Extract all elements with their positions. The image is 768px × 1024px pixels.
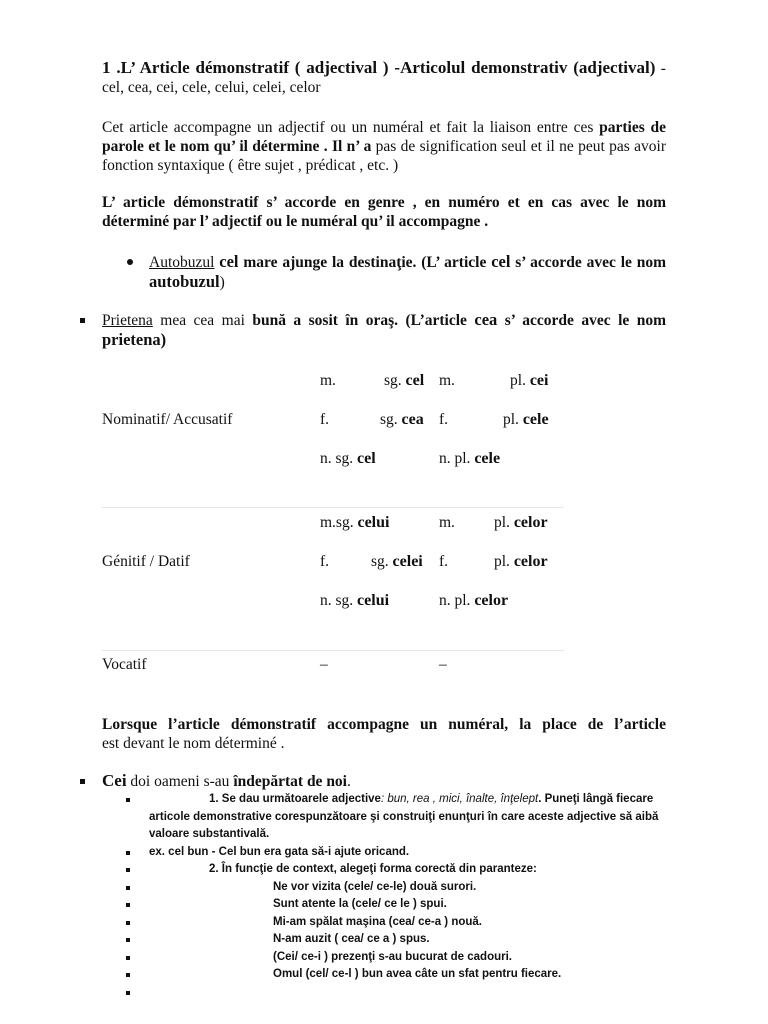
nom-r3-sg-label: n. sg. bbox=[320, 450, 354, 467]
row-label-vocatif: Vocatif bbox=[102, 656, 147, 673]
exercise-item: Omul (cel/ ce-l ) bun avea câte un sfat pentru fiecare. bbox=[273, 968, 562, 980]
gen-r2-form-pl: celor bbox=[513, 553, 548, 570]
nom-r2-gender-2: f. bbox=[439, 411, 449, 428]
paragraph-agreement bbox=[102, 193, 666, 231]
ex1-noun-2: autobuzul bbox=[149, 272, 220, 291]
example-autobuzul bbox=[149, 252, 666, 292]
nom-r1-sg-label: sg. bbox=[384, 372, 402, 389]
ex1-close: ) bbox=[219, 274, 225, 291]
paragraph-definition bbox=[102, 118, 666, 175]
heading-forms: - cel, cea, cei, cele, celui, celei, celor bbox=[102, 60, 666, 96]
nom-r2-sg bbox=[380, 410, 424, 429]
gen-r2-gender-2: f. bbox=[439, 553, 449, 570]
ex1-article: cel bbox=[219, 252, 239, 271]
voc-sg-dash: – bbox=[320, 656, 328, 673]
nom-r1-form-pl: cei bbox=[529, 372, 549, 389]
para1-bold: parties de parole et le nom qu’ il détermine . Il n’ a bbox=[102, 119, 666, 155]
bullet-dot bbox=[127, 259, 133, 265]
nom-r2-sg-label: sg. bbox=[380, 411, 398, 428]
gen-r2-sg-label: sg. bbox=[371, 553, 389, 570]
para1-text-2: pas de signification seul et il ne peut pas avoir fonction syntaxique ( être sujet , prédicat , etc. ) bbox=[102, 138, 667, 174]
nom-r1-gender: m. bbox=[320, 372, 336, 389]
nom-r3-pl-label: n. pl. bbox=[439, 450, 471, 467]
exercise-1-instruction bbox=[149, 791, 669, 844]
paragraph-numeral bbox=[102, 715, 666, 753]
example-cei bbox=[102, 771, 666, 791]
exercise-item: Ne vor vizita (cele/ ce-le) două surori. bbox=[273, 881, 477, 893]
ex3-text-1: doi oameni s-au bbox=[126, 773, 234, 790]
bullet-square bbox=[126, 938, 130, 942]
bullet-square bbox=[126, 921, 130, 925]
ex3-text-2: . bbox=[347, 773, 351, 790]
ex1-instruction-rest: . Puneţi lângă fiecare articole demonstrative corespunzătoare şi construiţi enunţuri în care aceste adjective să aibă valoare substantivală. bbox=[149, 793, 659, 840]
para1-text-1: Cet article accompagne un adjectif ou un numéral et fait la liaison entre ces bbox=[102, 119, 600, 136]
voc-pl-dash: – bbox=[439, 656, 447, 673]
exercise-item: Sunt atente la (cele/ ce le ) spui. bbox=[273, 898, 447, 910]
gen-r1-sg-label: m.sg. bbox=[320, 514, 354, 531]
gen-r1-sg bbox=[320, 513, 389, 532]
bullet-square bbox=[126, 903, 130, 907]
table-divider bbox=[102, 507, 564, 508]
ex1-rest: mare ajunge la destinaţie. (L’ article bbox=[238, 254, 492, 271]
bullet-square bbox=[80, 779, 85, 784]
bullet-square bbox=[126, 956, 130, 960]
nom-r1-form-sg: cel bbox=[405, 372, 425, 389]
ex1-article-2: cel bbox=[491, 252, 511, 271]
gen-r1-pl-label: pl. bbox=[494, 514, 510, 531]
nom-r3-form-pl: cele bbox=[474, 450, 501, 467]
ex1-rest-2: s’ accorde avec le nom bbox=[510, 254, 667, 271]
heading-ro-title: Articolul demonstrativ (adjectival) bbox=[400, 58, 656, 77]
gen-r2-pl bbox=[494, 552, 548, 571]
section-heading bbox=[102, 58, 666, 97]
gen-r1-form-sg: celui bbox=[357, 514, 390, 531]
gen-r2-form-sg: celei bbox=[392, 553, 423, 570]
nom-r1-pl bbox=[510, 371, 548, 390]
exercise-item: (Cei/ ce-i ) prezenţi s-au bucurat de cadouri. bbox=[273, 951, 512, 963]
example-prietena bbox=[102, 310, 666, 350]
gen-r2-sg bbox=[371, 552, 423, 571]
nom-r3-pl bbox=[439, 449, 500, 468]
gen-r3-sg-label: n. sg. bbox=[320, 592, 354, 609]
table-divider bbox=[102, 650, 564, 651]
ex1-noun: Autobuzul bbox=[149, 254, 215, 271]
gen-r1-pl bbox=[494, 513, 548, 532]
bullet-square-empty bbox=[126, 991, 130, 995]
ex3-article: Cei bbox=[102, 771, 127, 790]
ex2-noun-2: prietena) bbox=[102, 330, 167, 349]
gen-r2-gender: f. bbox=[320, 553, 330, 570]
bullet-square bbox=[126, 886, 130, 890]
ex2-text-1: mea cea mai bbox=[152, 312, 253, 329]
gen-r3-pl bbox=[439, 591, 508, 610]
bullet-square bbox=[126, 973, 130, 977]
bullet-square bbox=[126, 798, 130, 802]
bullet-square bbox=[126, 851, 130, 855]
para3-bold: Lorsque l’article démonstratif accompagne un numéral, la place de l’article bbox=[102, 716, 666, 733]
heading-number: 1 . bbox=[102, 58, 121, 77]
nom-r2-pl-label: pl. bbox=[503, 411, 519, 428]
gen-r2-pl-label: pl. bbox=[494, 553, 510, 570]
exercise-example: ex. cel bun - Cel bun era gata să-i ajute oricand. bbox=[149, 846, 410, 858]
exercise-item: Mi-am spălat maşina (cea/ ce-a ) nouă. bbox=[273, 916, 482, 928]
ex1-instruction-text: 1. Se dau următoarele adjective bbox=[209, 793, 381, 805]
para3-text: est devant le nom déterminé . bbox=[102, 735, 285, 752]
nom-r2-pl bbox=[503, 410, 549, 429]
ex2-bold: bună a sosit în oraş. (L’article bbox=[252, 312, 475, 329]
gen-r3-sg bbox=[320, 591, 389, 610]
exercise-2-instruction: 2. În funcţie de context, alegeţi forma corectă din paranteze: bbox=[209, 863, 537, 875]
row-label-nominatif: Nominatif/ Accusatif bbox=[102, 411, 233, 428]
ex2-text-2: s’ accorde avec le nom bbox=[497, 312, 666, 329]
nom-r3-sg bbox=[320, 449, 376, 468]
nom-r2-form-sg: cea bbox=[401, 411, 424, 428]
bullet-square bbox=[126, 868, 130, 872]
bullet-square bbox=[80, 318, 85, 323]
nom-r1-gender-2: m. bbox=[439, 372, 455, 389]
nom-r2-gender: f. bbox=[320, 411, 330, 428]
heading-dash: - bbox=[388, 58, 401, 77]
exercise-item: N-am auzit ( cea/ ce a ) spus. bbox=[273, 933, 430, 945]
nom-r3-form-sg: cel bbox=[357, 450, 376, 467]
ex1-adjectives: : bun, rea , mici, înalte, înţelept bbox=[380, 793, 539, 805]
gen-r3-form-sg: celui bbox=[357, 592, 390, 609]
row-label-genitif: Génitif / Datif bbox=[102, 553, 190, 570]
heading-fr-title: L’ Article démonstratif ( adjectival ) bbox=[120, 58, 389, 77]
nom-r1-pl-label: pl. bbox=[510, 372, 526, 389]
ex2-article: cea bbox=[474, 310, 498, 329]
ex3-bold: îndepărtat de noi bbox=[233, 773, 347, 790]
para2-text: L’ article démonstratif s’ accorde en genre , en numéro et en cas avec le nom déterminé par l’ adjectif ou le numéral qu’ il accompagne . bbox=[102, 194, 666, 230]
ex2-noun: Prietena bbox=[102, 312, 153, 329]
gen-r3-form-pl: celor bbox=[474, 592, 509, 609]
gen-r1-gender-2: m. bbox=[439, 514, 455, 531]
nom-r1-sg bbox=[384, 371, 424, 390]
nom-r2-form-pl: cele bbox=[522, 411, 549, 428]
gen-r3-pl-label: n. pl. bbox=[439, 592, 471, 609]
gen-r1-form-pl: celor bbox=[513, 514, 548, 531]
